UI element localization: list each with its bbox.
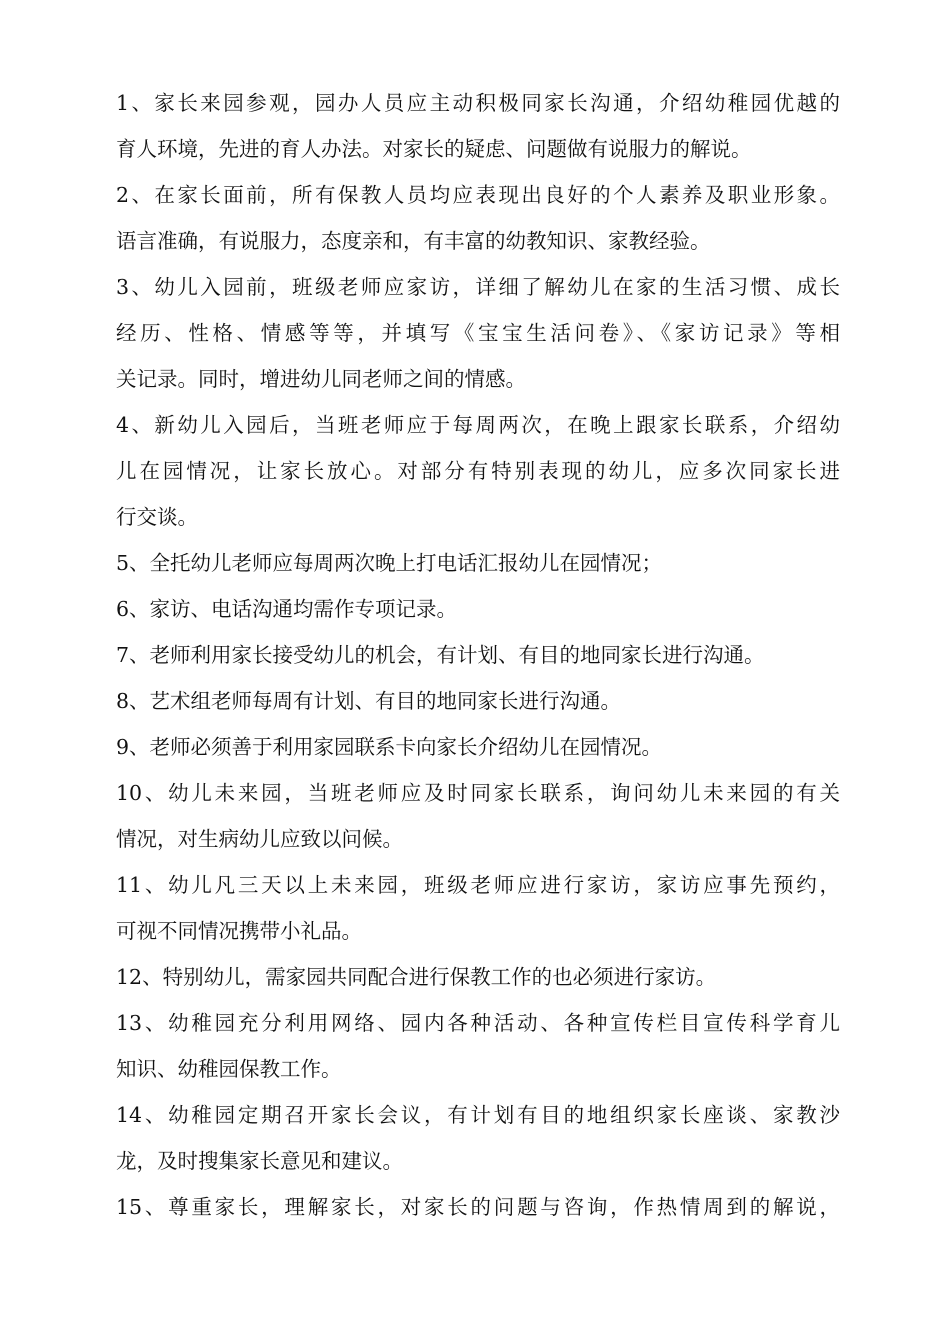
- text-line: 5、全托幼儿老师应每周两次晚上打电话汇报幼儿在园情况；: [116, 551, 663, 575]
- text-line: 15、尊重家长，理解家长，对家长的问题与咨询，作热情周到的解说，: [116, 1195, 840, 1219]
- text-line: 10、幼儿未来园，当班老师应及时同家长联系，询问幼儿未来园的有关: [116, 781, 840, 805]
- text-line: 8、艺术组老师每周有计划、有目的地同家长进行沟通。: [116, 689, 622, 713]
- text-line: 关记录。同时，增进幼儿同老师之间的情感。: [116, 367, 526, 391]
- text-line: 知识、幼稚园保教工作。: [116, 1057, 342, 1081]
- text-line: 2、在家长面前，所有保教人员均应表现出良好的个人素养及职业形象。: [116, 183, 840, 207]
- text-line: 语言准确，有说服力，态度亲和，有丰富的幼教知识、家教经验。: [116, 229, 711, 253]
- text-line: 1、家长来园参观，园办人员应主动积极同家长沟通，介绍幼稚园优越的: [116, 91, 840, 115]
- text-line: 12、特别幼儿，需家园共同配合进行保教工作的也必须进行家访。: [116, 965, 717, 989]
- text-line: 育人环境，先进的育人办法。对家长的疑虑、问题做有说服力的解说。: [116, 137, 752, 161]
- text-line: 7、老师利用家长接受幼儿的机会，有计划、有目的地同家长进行沟通。: [116, 643, 765, 667]
- document-body: [116, 80, 840, 1230]
- text-line: 6、家访、电话沟通均需作专项记录。: [116, 597, 458, 621]
- text-line: 情况，对生病幼儿应致以问候。: [116, 827, 403, 851]
- text-line: 龙，及时搜集家长意见和建议。: [116, 1149, 403, 1173]
- text-line: 4、新幼儿入园后，当班老师应于每周两次，在晚上跟家长联系，介绍幼: [116, 413, 840, 437]
- text-line: 13、幼稚园充分利用网络、园内各种活动、各种宣传栏目宣传科学育儿: [116, 1011, 840, 1035]
- text-line: 行交谈。: [116, 505, 198, 529]
- text-line: 14、幼稚园定期召开家长会议，有计划有目的地组织家长座谈、家教沙: [116, 1103, 840, 1127]
- text-line: 9、老师必须善于利用家园联系卡向家长介绍幼儿在园情况。: [116, 735, 663, 759]
- text-line: 经历、性格、情感等等，并填写《宝宝生活问卷》、《家访记录》等相: [116, 321, 840, 345]
- text-line: 3、幼儿入园前，班级老师应家访，详细了解幼儿在家的生活习惯、成长: [116, 275, 840, 299]
- text-line: 可视不同情况携带小礼品。: [116, 919, 362, 943]
- text-line: 儿在园情况，让家长放心。对部分有特别表现的幼儿，应多次同家长进: [116, 459, 840, 483]
- text-line: 11、幼儿凡三天以上未来园，班级老师应进行家访，家访应事先预约，: [116, 873, 840, 897]
